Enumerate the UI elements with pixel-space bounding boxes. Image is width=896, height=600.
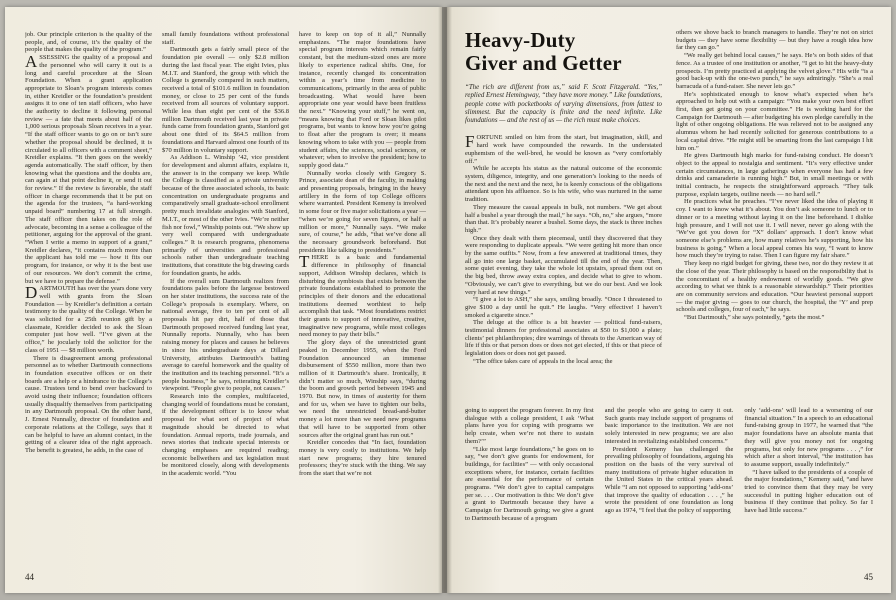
paragraph: and the people who are going to carry it out. Such grants may include support of programs of basic importance to the institution. We are not solely interested in new programs; we are also interested in revitalizing established concerns.” <box>604 407 734 445</box>
paragraph: small family foundations without professional staff. <box>162 31 289 46</box>
continuation-column-3 <box>744 407 873 565</box>
feature-title-line-2: Giver and Getter <box>465 51 622 75</box>
paragraph: “We really get behind local causes,” he says. He’s on both sides of that fence. As a trustee of one institution or another, “I get to hit the heavy-duty prospects. I’m pretty practiced at applying the velvet glove.” His wife “is a good back-up with the one-two punch,” he says admiringly. “She’s a real barracuda of a fund-raiser. She never lets go.” <box>676 52 873 90</box>
continuation-columns <box>465 407 873 565</box>
paragraph: ASSESSING the quality of a proposal and the personnel who will carry it out is a long and careful procedure at the Sloan Foundation. When a grant application appropriate to Sloan’s program interests comes in, either Kreidler or the foundation’s president assigns it to one of ten staff officers, who have the authority to decline it following personal review — a fate that meets about half of the 1,000 serious proposals Sloan receives in a year. “If the staff officer wants to go on or isn’t sure whether the proposal should be declined, it is circulated to all officers with a comment sheet,” Kreidler explains. “It then goes on the weekly agenda automatically. The staff officer, by then knowing what the questions and the doubts are, can again at that point decline it, or send it out for review.” If the review is favorable, the staff officer in charge recommends that it be put on the agenda for the trustees, “a hard-working unpaid board” numbering 17 at full strength. The staff officer then takes on the role of advocate, becoming in a sense a colleague of the petitioner, arguing for the approval of the grant. “When I write a memo in support of a grant,” Kreidler declares, “it contains much more than the applicant has told me — how it fits our program, for instance, or why it is the best use of our resources. We don’t commit the crime, but we have to prepare the defense.” <box>25 52 152 285</box>
paragraph: The glory days of the unrestricted grant peaked in December 1955, when the Ford Foundation announced an immense disbursement of $550 million, more than two million of it Dartmouth’s share. Ironically, it didn’t matter so much, Winship says, “during the boom and growth period between 1945 and 1970. But now, in times of austerity for them and for us, when we have to tighten our belts, we need the unrestricted bread-and-butter money a lot more than we need new programs that will have to be supported from other sources after the original grant has run out.” <box>299 339 426 439</box>
paragraph: “The office takes care of appeals in the local area; the <box>473 357 613 365</box>
feature-column-2 <box>676 29 873 393</box>
drop-cap: F <box>465 132 475 152</box>
feature-epigraph: “The rich are different from us,” said F. Scott Fitzgerald. “Yes,” replied Ernest Hemingway, “they have more money.” Like foundations, people come with pocketbooks of varying dimensions, from fattest to slimmest. But the capacity is finite and the need infinite. Like foundations — and the rest of us — the rich must make choices. <box>465 84 662 125</box>
feature-title-line-1: Heavy-Duty <box>465 29 576 52</box>
paragraph: They measure the casual appeals in bulk, not numbers. “We get about half a bushel a year through the mail,” he says. “Oh, no,” she argues, “more than that. It’s probably nearer a bushel. Some days, the stack is three inches high.” <box>465 203 662 234</box>
paragraph: President Kemeny has challenged the prevailing philosophy of foundations, arguing his position on the basis of the very survival of many institutions of private higher education in the United States in the critical years ahead. While “I am not opposed to supporting ‘add-ons’ that improve the quality of education . . . ,” he wrote the president of one foundation as long ago as 1974, “I feel that the policy of supporting <box>604 445 734 515</box>
paragraph: DARTMOUTH has over the years done very well with grants from the Sloan Foundation — by Kreidler’s definition a certain testimony to the quality of the College. When he was solicited for a 25th reunion gift by a classmate, Kreidler decided to ask the Sloan computer just how well. “I’ve given at the office,” he jocularly told the solicitor for the class of 1951 — $8 million worth. <box>25 283 152 354</box>
feature-article <box>465 29 873 393</box>
page-number-right: 45 <box>864 572 873 582</box>
page-number-left: 44 <box>25 572 34 582</box>
feature-text-column-1 <box>465 134 662 365</box>
paragraph: He practices what he preaches. “I’ve never liked the idea of playing it coy. I want to know what it’s about. You don’t ask someone to lunch or to dinner or to a meeting without laying it on the line beforehand. I dislike high pressure, and I will not use it. I will never, never go along with the ‘We’ve got you down for “X” dollars’ approach. I don’t know what someone else’s problems are, how many relatives he’s supporting, how his business is going.” When a local appeal comes his way, “I want to know how much they’re trying to raise. Then I can figure my fair share.” <box>676 198 873 260</box>
paragraph: There is disagreement among professional personnel as to whether Dartmouth connections in foundation executive offices or on their boards are a help or a hindrance to the College’s cause. Trustees tend to bend over backward to avoid using their influence; foundation officers usually disqualify themselves from participating in any Dartmouth proposal. On the other hand, J. Ernest Nunnally, director of foundation and corporate relations at the College, says that it can be helpful to have an alumni contact, in the getting of a clearer idea of the right approach. The benefit is greatest, he adds, in the case of <box>25 354 152 454</box>
text-column-3 <box>299 31 426 569</box>
drop-cap: D <box>25 283 38 303</box>
continuation-column-2 <box>605 407 734 565</box>
paragraph: “I have talked to the presidents of a couple of the major foundations,” Kemeny said, “and have tried to convince them that they may be very successful in putting higher education out of business if they continue that policy. So far I have had little success.” <box>744 468 873 515</box>
paragraph: As Addison L. Winship ’42, vice president for development and alumni affairs, explains it, the answer is in the company we keep. While the College is classified as a private university because of the three associated schools, its basic concentration on undergraduate programs and comparatively small graduate-school enrollment pretty much invalidate analogies with Stanford, M.I.T., or most of the other Ivies. “We’re neither fish nor fowl,” Winship points out. “We show up very well compared with undergraduate colleges.” It is research programs, phenomena primarily of universities and professional schools rather than undergraduate teaching institutions, that constitute the big drawing cards for foundation grants, he adds. <box>162 154 289 277</box>
paragraph: While he accepts his status as the natural outcome of the economic system, diligence, integrity, and one generation’s looking to the needs of the next and the next and the next, he is keenly conscious of the obligations attendant upon his affluence. So is his wife, who was nurtured in the same tradition. <box>465 165 662 204</box>
paragraph: going to support the program forever. In my first dialogue with a college president, I ask ‘What plans have you for coping with programs we help create, when we’re not there to sustain them?’” <box>465 407 594 445</box>
paragraph: THERE is a basic and fundamental difference in philosophy of financial support, Addison Winship declares, which is disturbing the symbiosis that exists between the private foundations established to promote the principles of their donors and the educational institutions deemed worthiest to help accomplish that task. “Most foundations restrict their grants to support of innovative, creative, imaginative new programs, while most colleges need money to pay their bills.” <box>299 252 426 339</box>
paragraph: He gives Dartmouth high marks for fund-raising conduct. He doesn’t object to the appeal to nostalgia and sentiment. “It’s very effective under certain circumstances, in large gatherings when everyone has had a few drinks and camaraderie is running high.” But, in small meetings or with initial contracts, he respects the straightforward approach. “They talk purpose, explain targets, outline needs — no hard sell.” <box>676 152 873 198</box>
drop-cap: A <box>25 52 38 72</box>
paragraph: Dartmouth gets a fairly small piece of the foundation pie overall — only $2.8 million during the last fiscal year. The eight Ivies, plus M.I.T. and Stanford, the group with which the College is generally compared in such matters, received a total of $101.6 million in foundation money, or close to 25 per cent of the funds received from all sources of voluntary support. While less than eight per cent of the $36.8 million Dartmouth received last year in private funds came from foundation grants, Stanford got about one third of its $64.5 million from foundations and Harvard almost one fourth of its $70 million in voluntary support. <box>162 46 289 154</box>
paragraph: others we shove back to branch managers to handle. They’re not on strict budgets — they have some flexibility — but they have a rough idea how far they can go.” <box>676 29 873 52</box>
paragraph: Research into the complex, multifaceted, changing world of foundations must be constant, if the development officer is to know what proposal for what sort of project of what magnitude should be directed to what foundation. Annual reports, trade journals, and news stories that indicate special interests or changing emphases are required reading; economic bellwethers and tax legislation must be monitored closely, along with developments in the academic world. “You <box>162 393 289 478</box>
text-column-1 <box>25 31 152 569</box>
continuation-column-1 <box>465 407 594 565</box>
gutter-shadow <box>438 7 452 593</box>
paragraph: job. Our principle criterion is the quality of the people, and, of course, it’s the quality of the people that makes the quality of the program.” <box>25 31 152 54</box>
page-right <box>447 7 891 593</box>
paragraph: “I give a lot to ASH,” she says, smiling broadly. “Once I threatened to give $100 a day until he quit.” He laughs. “Very effective! I haven’t smoked a cigarette since.” <box>465 296 662 319</box>
right-page-content <box>447 7 891 565</box>
text-column-2 <box>162 31 289 569</box>
paragraph: Once they dealt with them piecemeal, until they discovered that they were responding to duplicate appeals. “We were getting hit more than once by the same outfits.” Now, from a few answered at traditional times, they all go into one large basket, accumulated till the end of the year. Then, some quiet evening, they take the whole lot upstairs, spread them out on the big bed, throw away extra copies, and decide what to give to whom. “Obviously, we can’t give to everything, but we do our best. And we look very hard at new things.” <box>465 234 662 296</box>
paragraph: “But Dartmouth,” she says pointedly, “gets the most.” <box>684 314 825 322</box>
drop-cap: T <box>299 252 310 272</box>
paragraph: “Like most large foundations,” he goes on to say, “we don’t give grants for endowment, for buildings, for facilities” — with only occasional exceptions where, for instance, certain facilities are essential for the performance of certain programs. “We don’t give to capital campaigns per se. . . . Our motivation is this: We don’t give a grant to Dartmouth because they have a Campaign for Dartmouth going; we give a grant to Dartmouth because of a program <box>465 445 594 522</box>
paragraph: If the overall sum Dartmouth realizes from foundations pales before the largesse bestowed on her sister institutions, the success rate of the College’s proposals is exemplary. Where, on national average, five to ten per cent of all proposals hit pay dirt, half of those that Dartmouth proposed received funding last year, Nunnally reports. Nunnally, who has been raising money for places and causes he believes in since his undergraduate days at Dillard University, attributes Dartmouth’s batting average to careful homework and the quality of the institution and its teaching personnel. “It’s a people business,” he says, reiterating Kreidler’s viewpoint. “People give to people, not causes.” <box>162 277 289 393</box>
feature-column-1 <box>465 29 662 393</box>
feature-title <box>465 29 662 75</box>
paragraph: Nunnally works closely with Gregory S. Prince, associate dean of the faculty, in making and presenting proposals, bringing in the heavy artillery in the form of top College officers where warranted. President Kemeny is involved in some four or five major solicitations a year — “when we’re going for seven figures, or half a million or more,” Nunnally says. “We make sure, of course,” he adds, “that we’ve done all the necessary groundwork beforehand. But presidents like talking to presidents.” <box>299 169 426 254</box>
paragraph: They keep no rigid budget for giving, these two, nor do they review it at the close of the year. Their philosophy is based on the responsibility that is the concomitant of a healthy endowment of worldly goods. “We give according to what we think is a reasonable stewardship.” Their priorities are on community services and education. “Our heaviest personal support — the major giving — goes to our church, the hospital, the ‘Y’ and prep schools and colleges, four of each,” he says. <box>676 260 873 314</box>
page-left <box>5 7 442 593</box>
paragraph: only ‘add-ons’ will lead to a worsening of our financial situation.” In a speech to an educational fund-raising group in 1977, he warned that “the major foundations have an absolute mania that they will give you money not for ongoing programs, but only for new programs . . . ,” for which after a short interval, “the institution has to assume support, usually indefinitely.” <box>744 407 873 468</box>
paragraph: Kreidler concedes that “In fact, foundation money is very costly to institutions. We help start new programs; they hire tenured professors; they’re stuck with the thing. We say from the start that we’re not <box>299 439 426 478</box>
paragraph: have to keep on top of it all,” Nunnally emphasizes. “The major foundations have special program interests which remain fairly constant, but the medium-sized ones are more likely to experience radical shifts. One, for instance, recently changed its concentration within a year’s time from medicine to communications, primarily in the area of public broadcasting. What would have been appropriate one year would have been fruitless the next.” “Knowing your stuff,” he went on, “means knowing that Ford or Sloan likes pilot programs, but wants to know how you’re going to float after the program is over; it means knowing whom to take with you — people from student affairs, the sciences, social sciences, or whatever; when to involve the president; how to supply good data.” <box>299 31 426 169</box>
paragraph: The deluge at the office is a bit heavier — political fund-raisers, testimonial dinners for professional associates at $50 to $1,000 a plate; clients’ pet philanthropies; dire warnings of threats to the American way of life if this or that person does or does not get elected, if this or that piece of legislation does or does not get passed. <box>465 319 662 358</box>
left-page-columns <box>5 7 442 569</box>
paragraph: He’s sophisticated enough to know what’s expected when he’s approached to help out with a campaign: “You make your own best effort first, then get going on your committee.” He is working hard for the Campaign for Dartmouth — after budgeting his own pledge carefully in the light of other ongoing obligations. He was relieved not to be assigned any alumnus whom he had recently solicited for generous contributions to a local capital drive. “He might still be smarting from the last campaign I hit him on.” <box>676 90 873 152</box>
paragraph: FORTUNE smiled on him from the start, but imagination, skill, and hard work have compounded the rewards. In the understated euphemism of the well-bred, he would be known as “very comfortably off.” <box>465 132 662 165</box>
